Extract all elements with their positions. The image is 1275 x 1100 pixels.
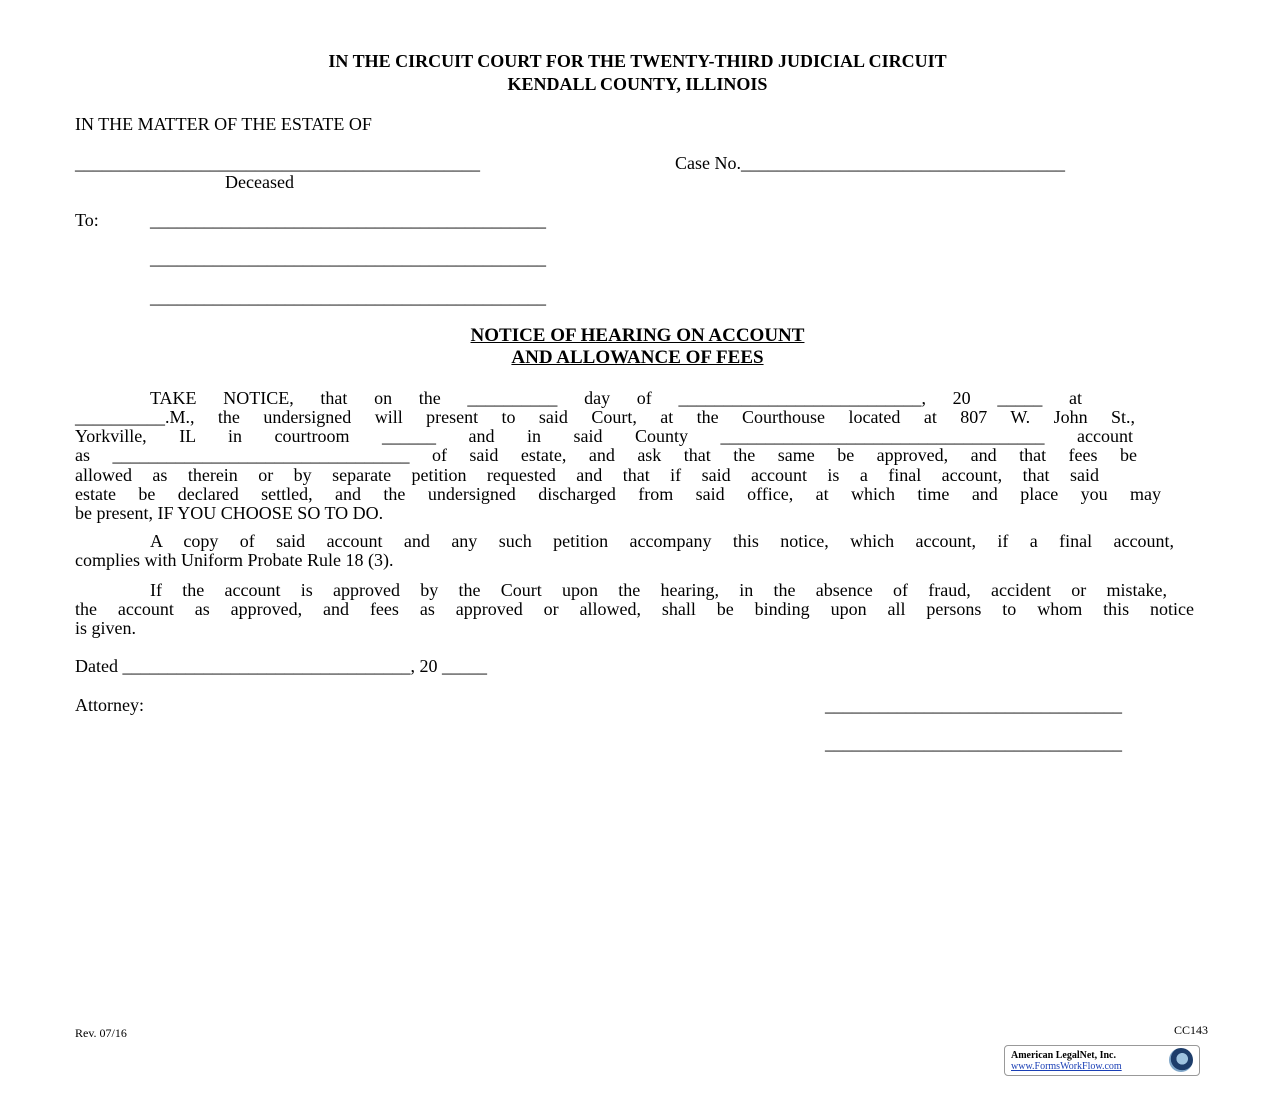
p1-line: allowed as therein or by separate petition requested and that if said account is a final account, that said: [75, 465, 1099, 485]
p2-line: A copy of said account and any such petition accompany this notice, which account, if a final account,: [150, 531, 1174, 551]
p1-line: __________.M., the undersigned will present to said Court, at the Courthouse located at 807 W. John St.,: [75, 407, 1135, 427]
p1-line: estate be declared settled, and the undersigned discharged from said office, at which time and place you may: [75, 484, 1161, 504]
attorney-line-1[interactable]: _________________________________: [825, 695, 1122, 715]
p1-line: as _________________________________ of said estate, and ask that the same be approved, and that fees be: [75, 445, 1137, 465]
estate-name-field[interactable]: _____________________________________________: [75, 153, 480, 173]
globe-icon: [1169, 1048, 1193, 1072]
p3-line: the account as approved, and fees as approved or allowed, shall be binding upon all persons to whom this notice: [75, 599, 1194, 619]
case-number-field[interactable]: Case No.____________________________________: [675, 153, 1065, 173]
notice-title-2: AND ALLOWANCE OF FEES: [511, 347, 764, 368]
p3-line: If the account is approved by the Court upon the hearing, in the absence of fraud, accident or mistake,: [150, 580, 1167, 600]
to-line-2[interactable]: ____________________________________________: [150, 248, 546, 268]
court-heading: IN THE CIRCUIT COURT FOR THE TWENTY-THIRD JUDICIAL CIRCUIT: [328, 51, 947, 71]
matter-label: IN THE MATTER OF THE ESTATE OF: [75, 114, 372, 134]
deceased-label: Deceased: [225, 172, 294, 192]
county-heading: KENDALL COUNTY, ILLINOIS: [507, 74, 768, 94]
attorney-line-2[interactable]: _________________________________: [825, 733, 1122, 753]
notice-title-1: NOTICE OF HEARING ON ACCOUNT: [470, 325, 805, 346]
dated-field[interactable]: Dated ________________________________, 20 _____: [75, 656, 487, 676]
form-number: CC143: [1174, 1023, 1209, 1037]
attorney-label: Attorney:: [75, 695, 144, 715]
p2-line: complies with Uniform Probate Rule 18 (3).: [75, 550, 394, 570]
american-legalnet-logo[interactable]: [1004, 1045, 1200, 1076]
p1-line: Yorkville, IL in courtroom ______ and in said County ____________________________________ account: [75, 426, 1133, 446]
revision-label: Rev. 07/16: [75, 1026, 127, 1040]
to-line-1[interactable]: ____________________________________________: [150, 210, 546, 230]
p3-line: is given.: [75, 618, 136, 638]
logo-link[interactable]: www.FormsWorkFlow.com: [1011, 1061, 1122, 1072]
logo-name: American LegalNet, Inc.: [1011, 1050, 1116, 1061]
p1-line: TAKE NOTICE, that on the __________ day of ___________________________, 20 _____ at: [150, 388, 1082, 408]
to-label: To:: [75, 210, 99, 230]
to-line-3[interactable]: ____________________________________________: [150, 287, 546, 307]
p1-line: be present, IF YOU CHOOSE SO TO DO.: [75, 503, 384, 523]
